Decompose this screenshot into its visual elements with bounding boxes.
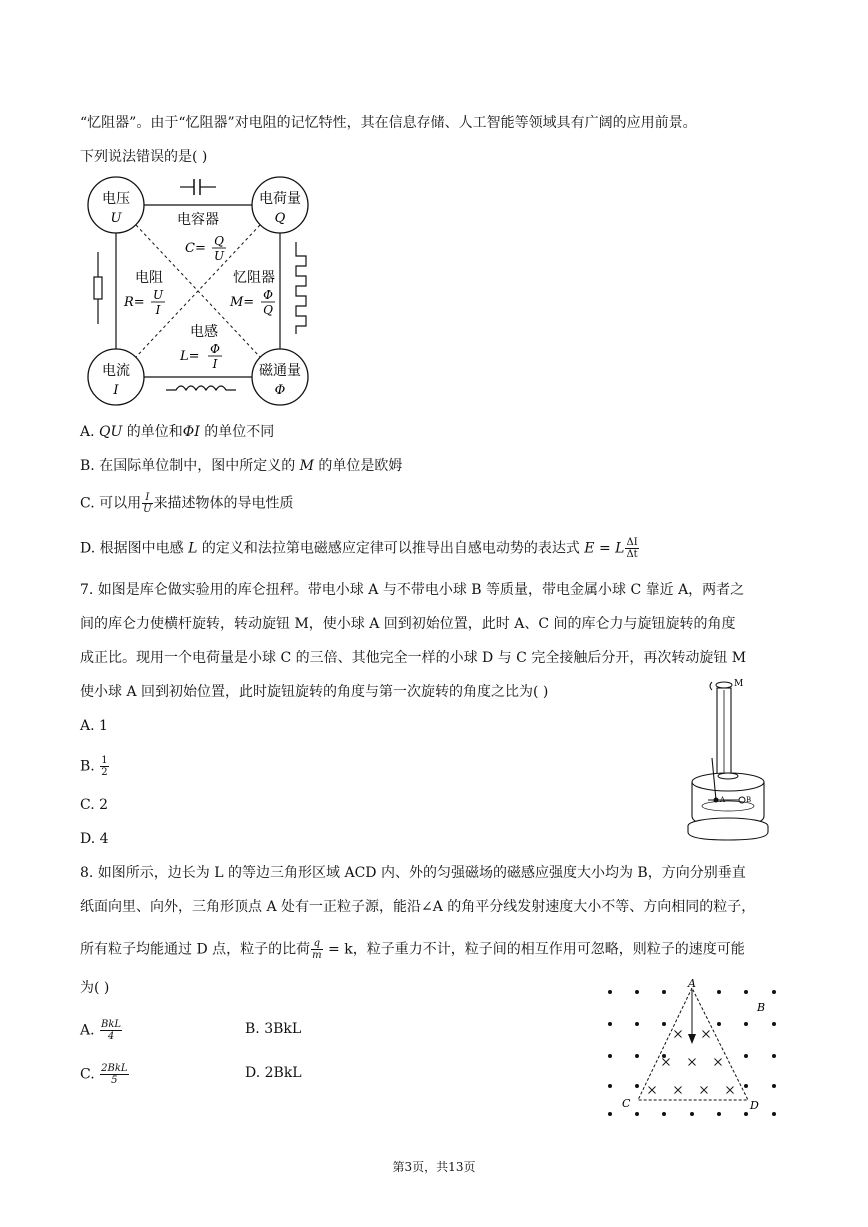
vertex-c-label: C xyxy=(622,1097,631,1110)
field-dot xyxy=(717,990,721,994)
q7-option-b: B. $\frac{1}{2}$ xyxy=(80,755,108,778)
field-dot xyxy=(635,1084,639,1088)
resistor-symbol xyxy=(94,252,102,324)
field-cross xyxy=(689,1059,696,1066)
inductor-symbol xyxy=(166,386,236,390)
intro-line-1: “忆阻器”。由于“忆阻器”对电阻的记忆特性，其在信息存储、人工智能等领域具有广阔的应用前景。 xyxy=(80,115,697,131)
torsion-balance-figure xyxy=(686,676,770,842)
field-cross xyxy=(675,1031,682,1038)
option-a: A. QU 的单位和ΦI 的单位不同 xyxy=(80,424,275,440)
q8-line-3: 所有粒子均能通过 D 点，粒子的比荷 $\frac{q}{m}$ = k，粒子重力不计，粒子间的相互作用可忽略，则粒子的速度可能 xyxy=(80,938,745,961)
field-cross xyxy=(703,1031,710,1038)
field-b-label: B xyxy=(757,1001,766,1014)
memristor-denominator: Q xyxy=(263,303,273,317)
field-dot xyxy=(608,1112,612,1116)
capacitor-numerator: Q xyxy=(214,234,224,248)
capacitor-symbol xyxy=(180,179,216,195)
field-dot xyxy=(744,1084,748,1088)
field-dot xyxy=(635,1054,639,1058)
field-dot xyxy=(772,1054,776,1058)
field-dot xyxy=(772,1084,776,1088)
field-dot xyxy=(717,1112,721,1116)
field-cross xyxy=(663,1059,670,1066)
field-dot xyxy=(635,1022,639,1026)
field-cross xyxy=(675,1087,682,1094)
q8-option-a: A. $\frac{\text{BkL}}{4}$ xyxy=(80,1019,122,1042)
memristor-numerator: Φ xyxy=(263,288,273,302)
field-dot xyxy=(744,1054,748,1058)
node-charge-symbol: Q xyxy=(274,211,286,226)
field-dot xyxy=(772,1112,776,1116)
field-dot xyxy=(662,1054,666,1058)
q8-option-b: B. 3BkL xyxy=(245,1021,302,1037)
field-dot xyxy=(717,1022,721,1026)
circuit-quantity-diagram xyxy=(84,172,324,408)
field-dot xyxy=(635,1112,639,1116)
node-charge-name: 电荷量 xyxy=(259,191,301,207)
q8-line-2: 纸面向里、向外，三角形顶点 A 处有一正粒子源，能沿∠A 的角平分线发射速度大小不等、方向相同的粒子， xyxy=(80,899,756,915)
resistor-label: 电阻 xyxy=(135,270,163,286)
field-dot xyxy=(744,1022,748,1026)
inductor-label: 电感 xyxy=(190,324,218,340)
field-dot xyxy=(608,990,612,994)
question-prompt: 下列说法错误的是( ) xyxy=(80,149,208,165)
q7-option-d: D. 4 xyxy=(80,831,109,847)
field-dot xyxy=(662,1112,666,1116)
memristor-symbol xyxy=(296,242,306,334)
q7-line-2: 间的库仑力使横杆旋转，转动旋钮 M，使小球 A 回到初始位置，此时 A、C 间的库仑力与旋钮旋转的角度 xyxy=(80,616,736,632)
capacitor-label: 电容器 xyxy=(177,212,219,228)
q8-option-d: D. 2BkL xyxy=(245,1065,302,1081)
capacitor-formula: C= xyxy=(185,241,206,256)
torsion-label-m: M xyxy=(734,679,744,689)
field-cross xyxy=(701,1087,708,1094)
field-cross xyxy=(715,1059,722,1066)
page-footer: 第3页，共13页 xyxy=(392,1160,476,1174)
capacitor-denominator: U xyxy=(213,249,225,263)
node-flux-symbol: Φ xyxy=(274,383,286,398)
option-b: B. 在国际单位制中，图中所定义的 M 的单位是欧姆 xyxy=(80,458,403,474)
q8-line-4: 为( ) xyxy=(80,980,110,996)
torsion-label-a: A xyxy=(720,796,726,804)
q8-option-c: C. $\frac{\text{2BkL}}{5}$ xyxy=(80,1063,128,1086)
inductor-formula: L= xyxy=(180,349,200,364)
triangle-acd xyxy=(638,988,748,1100)
field-cross xyxy=(649,1087,656,1094)
q7-line-4: 使小球 A 回到初始位置，此时旋钮旋转的角度与第一次旋转的角度之比为( ) xyxy=(80,684,549,700)
node-current-name: 电流 xyxy=(102,363,130,379)
option-d: D. 根据图中电感 L 的定义和法拉第电磁感应定律可以推导出自感电动势的表达式 E = L $\frac{\Delta I}{\Delta t}$ xyxy=(80,537,638,560)
field-dot xyxy=(744,1112,748,1116)
resistor-formula: R= xyxy=(124,295,145,310)
node-voltage-symbol: U xyxy=(110,211,122,226)
node-voltage-name: 电压 xyxy=(102,191,130,207)
vertex-d-label: D xyxy=(750,1099,759,1112)
vertex-a-label: A xyxy=(688,977,696,990)
field-dot xyxy=(772,1022,776,1026)
option-c: C. 可以用 $\frac{I}{U}$ 来描述物体的导电性质 xyxy=(80,492,294,515)
field-dot xyxy=(662,1022,666,1026)
field-dot xyxy=(608,1084,612,1088)
field-dot xyxy=(608,1022,612,1026)
magnetic-field-figure xyxy=(600,976,784,1122)
memristor-formula: M= xyxy=(230,295,255,310)
field-dot xyxy=(608,1054,612,1058)
field-dot xyxy=(690,1112,694,1116)
resistor-numerator: U xyxy=(152,288,164,302)
field-dot xyxy=(662,990,666,994)
inductor-denominator: I xyxy=(212,357,218,371)
inductor-numerator: Φ xyxy=(210,342,220,356)
torsion-label-b: B xyxy=(746,796,752,804)
field-dot xyxy=(772,990,776,994)
q7-line-1: 7. 如图是库仑做实验用的库仑扭秤。带电小球 A 与不带电小球 B 等质量，带电金属小球 C 靠近 A，两者之 xyxy=(80,582,745,598)
field-dot xyxy=(635,990,639,994)
resistor-denominator: I xyxy=(155,303,161,317)
node-current-symbol: I xyxy=(113,383,119,398)
q7-option-c: C. 2 xyxy=(80,797,109,813)
field-dot xyxy=(744,990,748,994)
node-flux-name: 磁通量 xyxy=(259,363,301,379)
memristor-label: 忆阻器 xyxy=(233,270,275,286)
q7-line-3: 成正比。现用一个电荷量是小球 C 的三倍、其他完全一样的小球 D 与 C 完全接触后分开，再次转动旋钮 M xyxy=(80,650,747,666)
q7-option-a: A. 1 xyxy=(80,718,108,734)
q8-line-1: 8. 如图所示，边长为 L 的等边三角形区域 ACD 内、外的匀强磁场的磁感应强度大小均为 B，方向分别垂直 xyxy=(80,865,746,881)
field-cross xyxy=(727,1087,734,1094)
